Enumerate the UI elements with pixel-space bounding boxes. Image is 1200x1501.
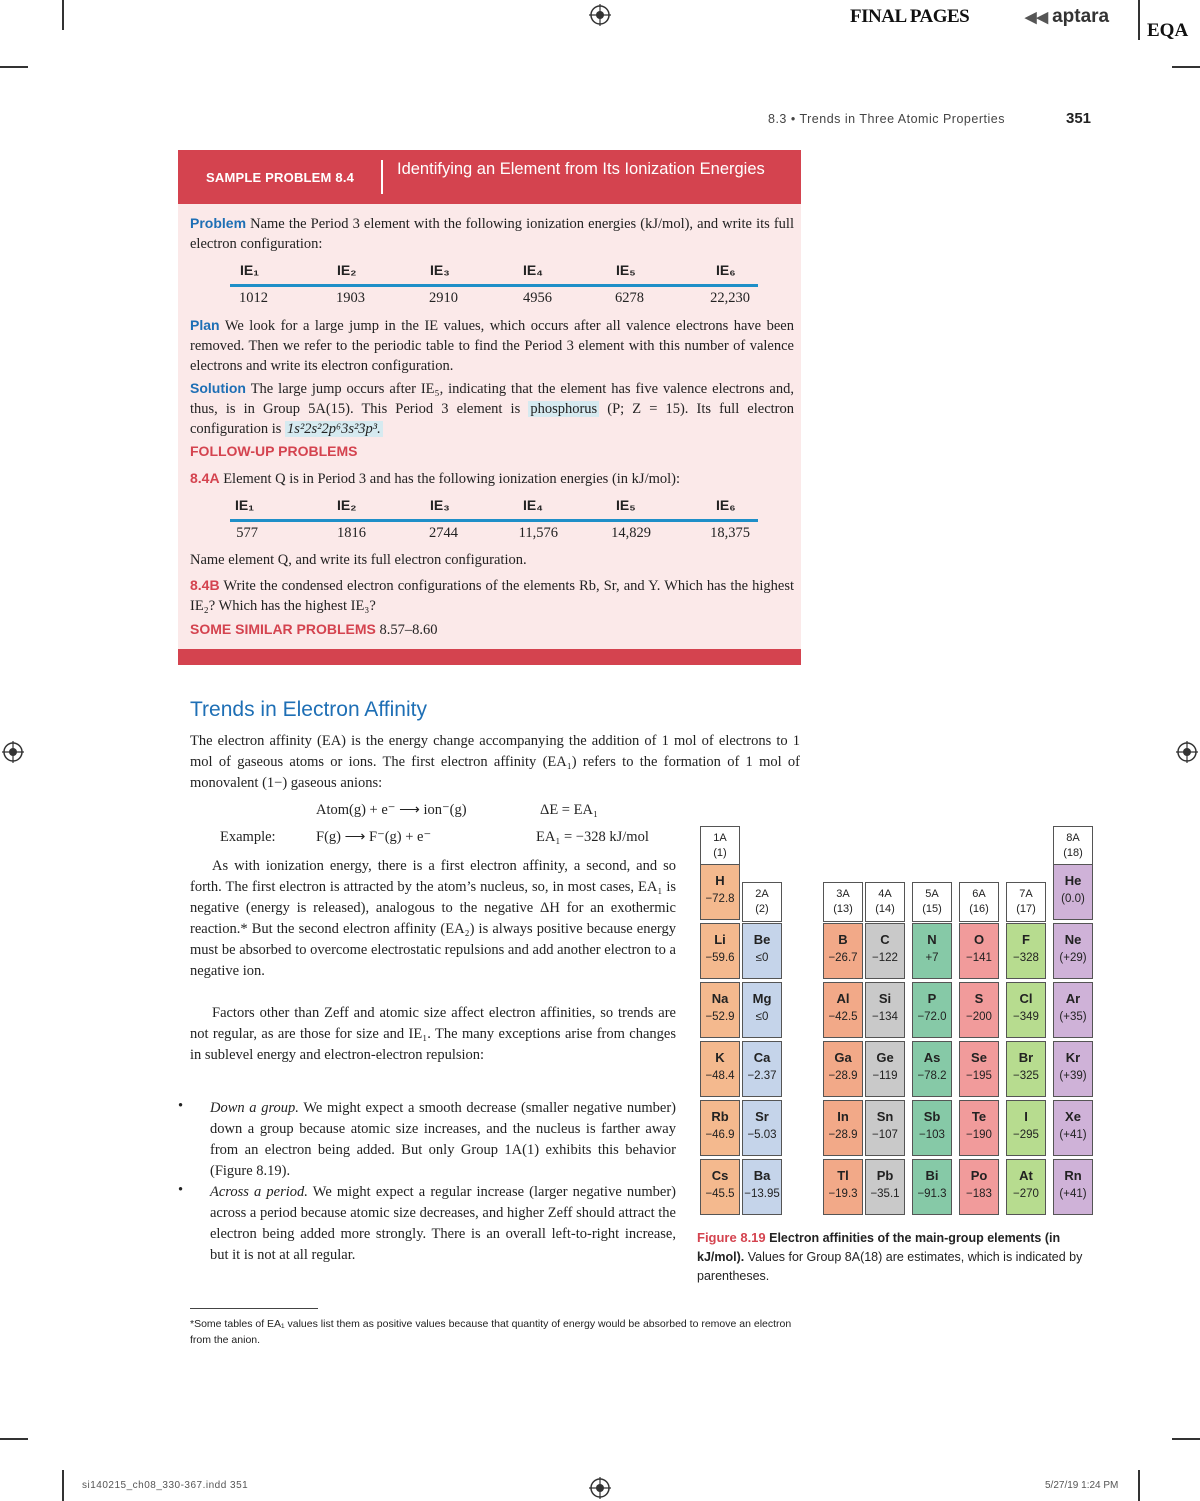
ie-header-cell: IE₄ <box>523 262 543 278</box>
electron-affinity-value: −2.37 <box>747 1070 777 1082</box>
electron-affinity-value: −122 <box>872 952 898 964</box>
element-cell <box>1006 1041 1046 1097</box>
ie-value-cell: 577 <box>236 525 258 541</box>
electron-affinity-value: −5.03 <box>747 1129 777 1141</box>
element-symbol: Al <box>836 991 850 1006</box>
electron-affinity-value: −42.5 <box>828 1011 858 1023</box>
element-cell <box>959 1041 999 1097</box>
similar-problems-lead: SOME SIMILAR PROBLEMS <box>190 621 376 637</box>
followup-b-text: Write the condensed electron configurations of the elements Rb, Sr, and Y. Which has the highest IE₂? Which has the highest IE₃? <box>190 578 794 614</box>
element-cell <box>742 923 782 979</box>
solution-answer-configuration: 1s²2s²2p⁶3s²3p³. <box>287 421 381 437</box>
element-symbol: Sb <box>923 1109 941 1124</box>
followup-a-text-2: Name element Q, and write its full electron configuration. <box>190 552 527 568</box>
group-name: 2A <box>755 888 769 900</box>
element-cell <box>1053 923 1093 979</box>
crop-mark <box>1172 66 1200 68</box>
element-cell <box>700 864 740 920</box>
figure-caption <box>697 1228 1087 1286</box>
element-cell <box>700 1041 740 1097</box>
problem-paragraph <box>190 213 794 254</box>
element-cell <box>912 923 952 979</box>
ie-value-cell: 1012 <box>239 290 268 306</box>
element-cell <box>823 1100 863 1156</box>
element-cell <box>1006 982 1046 1038</box>
element-cell <box>959 1100 999 1156</box>
electron-affinity-value: −328 <box>1013 952 1039 964</box>
bullet-across-period-lead: Across a period. <box>210 1184 308 1200</box>
ie-table-2-header <box>230 497 758 517</box>
element-cell <box>912 1041 952 1097</box>
element-cell <box>823 1159 863 1215</box>
element-symbol: Br <box>1018 1050 1034 1065</box>
header-divider <box>381 160 383 194</box>
electron-affinity-value: −13.95 <box>744 1188 780 1200</box>
aptara-arrows-icon: ◀◀ <box>1025 9 1049 26</box>
element-cell <box>700 982 740 1038</box>
electron-affinity-value: −26.7 <box>828 952 858 964</box>
followup-a-paragraph-2 <box>190 550 794 570</box>
figure-caption-bold: Electron affinities of the main-group elements (in kJ/mol). <box>697 1231 1061 1264</box>
footnote: *Some tables of EA₁ values list them as positive values because that quantity of energy would be absorbed to remove an electron from the anion. <box>190 1318 792 1346</box>
aptara-logo <box>1025 6 1109 28</box>
ie-value-cell: 2910 <box>429 290 458 306</box>
element-cell <box>742 982 782 1038</box>
ie-table-1-header <box>230 262 758 282</box>
element-cell <box>742 1100 782 1156</box>
element-symbol: Mg <box>752 991 772 1006</box>
ie-table-rule <box>230 519 758 522</box>
group-header <box>959 882 999 922</box>
group-header <box>912 882 952 922</box>
ie-table-rule <box>230 284 758 287</box>
ie-value-cell: 22,230 <box>710 290 750 306</box>
element-symbol: Rb <box>711 1109 729 1124</box>
group-number: (1) <box>713 847 727 859</box>
final-pages-label: FINAL PAGES <box>850 6 970 27</box>
electron-affinity-value: +7 <box>925 952 939 964</box>
group-number: (17) <box>1016 903 1036 915</box>
electron-affinity-value: −78.2 <box>917 1070 947 1082</box>
aptara-text: aptara <box>1052 6 1110 27</box>
electron-affinity-value: −91.3 <box>917 1188 947 1200</box>
element-symbol: K <box>715 1050 725 1065</box>
bullet-across-period <box>210 1182 676 1266</box>
group-number: (16) <box>969 903 989 915</box>
ie-value-cell: 1816 <box>337 525 366 541</box>
group-name: 7A <box>1019 888 1033 900</box>
electron-affinity-value: −103 <box>919 1129 945 1141</box>
ie-header-cell: IE₅ <box>616 497 636 513</box>
element-cell <box>1053 1159 1093 1215</box>
electron-affinity-value: −200 <box>966 1011 992 1023</box>
ie-value-cell: 6278 <box>615 290 644 306</box>
electron-affinity-value: (+41) <box>1059 1188 1087 1200</box>
registration-mark-icon <box>1176 741 1198 763</box>
followup-a-paragraph <box>190 468 794 489</box>
solution-lead: Solution <box>190 380 246 396</box>
element-cell <box>742 1159 782 1215</box>
section-title: Trends in Electron Affinity <box>190 698 427 721</box>
element-cell <box>700 923 740 979</box>
group-name: 3A <box>836 888 850 900</box>
electron-affinity-value: ≤0 <box>755 952 769 964</box>
plan-text: We look for a large jump in the IE values, which occurs after all valence electrons have been removed. Then we refer to the periodic table to find the Period 3 element with this number of valence electrons and write its electron configuration. <box>190 318 794 374</box>
group-name: 6A <box>972 888 986 900</box>
electron-affinity-value: −195 <box>966 1070 992 1082</box>
ie-value-cell: 14,829 <box>611 525 651 541</box>
element-cell <box>959 923 999 979</box>
sample-problem-label: SAMPLE PROBLEM 8.4 <box>206 170 355 185</box>
element-symbol: Te <box>971 1109 987 1124</box>
element-symbol: Ge <box>876 1050 894 1065</box>
element-cell <box>1053 1100 1093 1156</box>
element-cell <box>959 982 999 1038</box>
electron-affinity-value: −141 <box>966 952 992 964</box>
running-head: 8.3 • Trends in Three Atomic Properties <box>768 112 1005 126</box>
bullet-across-period-text: We might expect a regular increase (larger negative number) across a period because atomic size decreases, and higher Zeff should attract the electron being added more strongly. There is an overall left-to-right increase, but it is not at all regular. <box>210 1184 677 1263</box>
eqa-label: EQA <box>1147 20 1189 41</box>
similar-problems-paragraph <box>190 619 794 640</box>
equation-general-right: ΔE = EA₁ <box>540 802 598 818</box>
ie-header-cell: IE₆ <box>716 262 736 278</box>
electron-affinity-value: −270 <box>1013 1188 1039 1200</box>
element-symbol: O <box>973 932 985 947</box>
bullet-icon: • <box>178 1098 184 1114</box>
element-symbol: I <box>1024 1109 1028 1124</box>
equation-example-right: EA₁ = −328 kJ/mol <box>536 829 649 845</box>
bullet-down-group-lead: Down a group. <box>210 1100 299 1116</box>
element-cell <box>1053 982 1093 1038</box>
element-symbol: Tl <box>837 1168 849 1183</box>
element-cell <box>742 1041 782 1097</box>
ie-table-1-values <box>230 290 758 310</box>
element-symbol: Rn <box>1064 1168 1082 1183</box>
element-symbol: Ca <box>753 1050 771 1065</box>
registration-mark-icon <box>2 741 24 763</box>
ie-header-cell: IE₆ <box>716 497 736 513</box>
crop-mark <box>1138 0 1140 40</box>
group-number: (18) <box>1063 847 1083 859</box>
element-cell <box>1006 1100 1046 1156</box>
element-symbol: Se <box>971 1050 987 1065</box>
followup-title: FOLLOW-UP PROBLEMS <box>190 443 358 459</box>
electron-affinity-value: −325 <box>1013 1070 1039 1082</box>
slug-timestamp: 5/27/19 1:24 PM <box>1045 1480 1119 1491</box>
element-cell <box>823 1041 863 1097</box>
element-symbol: As <box>923 1050 941 1065</box>
ie-header-cell: IE₁ <box>235 497 255 513</box>
followup-a-text: Element Q is in Period 3 and has the following ionization energies (in kJ/mol): <box>223 471 681 487</box>
ie-header-cell: IE₂ <box>337 497 357 513</box>
element-symbol: Kr <box>1065 1050 1081 1065</box>
element-cell <box>865 1159 905 1215</box>
electron-affinity-value: −59.6 <box>705 952 735 964</box>
electron-affinity-value: −349 <box>1013 1011 1039 1023</box>
element-symbol: S <box>974 991 984 1006</box>
element-symbol: Ba <box>753 1168 771 1183</box>
element-cell <box>912 1100 952 1156</box>
electron-affinity-value: −183 <box>966 1188 992 1200</box>
solution-text-1: The large jump occurs after IE₅, indicating that the element has five valence electrons and, thus, is in Group 5A(15). This Period 3 element is <box>190 381 794 417</box>
element-symbol: Cs <box>711 1168 729 1183</box>
intro-paragraph: The electron affinity (EA) is the energy change accompanying the addition of 1 mol of electrons to 1 mol of gaseous atoms or ions. The first electron affinity (EA₁) refers to the formation of 1 mol of monovalent (1−) gaseous anions: <box>190 733 800 791</box>
problem-lead: Problem <box>190 215 247 231</box>
element-symbol: Si <box>878 991 892 1006</box>
ie-value-cell: 11,576 <box>518 525 558 541</box>
electron-affinity-value: −107 <box>872 1129 898 1141</box>
group-header <box>1053 826 1093 866</box>
element-symbol: Sn <box>876 1109 894 1124</box>
bullet-icon: • <box>178 1182 184 1198</box>
element-symbol: Po <box>970 1168 988 1183</box>
ie-value-cell: 4956 <box>523 290 552 306</box>
element-cell <box>865 982 905 1038</box>
element-cell <box>912 982 952 1038</box>
electron-affinity-value: (0.0) <box>1061 893 1085 905</box>
electron-affinity-value: −52.9 <box>705 1011 735 1023</box>
element-symbol: Cl <box>1019 991 1033 1006</box>
ie-header-cell: IE₅ <box>616 262 636 278</box>
plan-lead: Plan <box>190 317 220 333</box>
group-header <box>700 826 740 866</box>
equation-general-left: Atom(g) + e⁻ ⟶ ion⁻(g) <box>316 802 467 818</box>
solution-answer-element: phosphorus <box>530 401 598 417</box>
group-number: (15) <box>922 903 942 915</box>
group-header <box>1006 882 1046 922</box>
solution-text-2: (P; Z = 15). Its full electron configuration is <box>190 401 795 437</box>
element-cell <box>1053 864 1093 920</box>
electron-affinity-value: −35.1 <box>870 1188 900 1200</box>
electron-affinity-value: −45.5 <box>705 1188 735 1200</box>
electron-affinity-value: −134 <box>872 1011 898 1023</box>
group-name: 4A <box>878 888 892 900</box>
element-symbol: Ga <box>834 1050 852 1065</box>
footnote-rule <box>190 1308 318 1309</box>
ie-header-cell: IE₂ <box>337 262 357 278</box>
sample-problem-title: Identifying an Element from Its Ionization Energies <box>397 160 765 178</box>
bullet-down-group <box>210 1098 676 1182</box>
sample-problem-header <box>178 150 801 204</box>
crop-mark <box>1138 1470 1140 1501</box>
ie-header-cell: IE₃ <box>430 262 450 278</box>
equation-example-left: F(g) ⟶ F⁻(g) + e⁻ <box>316 829 432 845</box>
element-cell <box>912 1159 952 1215</box>
crop-mark <box>0 1438 28 1440</box>
similar-problems-text: 8.57–8.60 <box>379 622 438 638</box>
group-header <box>823 882 863 922</box>
electron-affinity-value: −119 <box>872 1070 898 1082</box>
followup-a-lead: 8.4A <box>190 470 220 486</box>
group-name: 8A <box>1066 832 1080 844</box>
body-paragraph-1: As with ionization energy, there is a first electron affinity, a second, and so forth. The first electron is attracted by the atom’s nucleus, so, in most cases, EA₁ is negative (energy is released), analogous to the negative ΔH for an exothermic reaction.* But the second electron affinity (EA₂) is always positive because energy must be absorbed to overcome electrostatic repulsions and add another electron to a negative ion. <box>190 858 676 979</box>
element-symbol: Na <box>711 991 729 1006</box>
page-number: 351 <box>1066 110 1092 127</box>
group-number: (2) <box>755 903 769 915</box>
element-cell <box>959 1159 999 1215</box>
crop-mark <box>62 0 64 30</box>
element-cell <box>823 923 863 979</box>
element-symbol: Ne <box>1064 932 1082 947</box>
group-number: (13) <box>833 903 853 915</box>
group-header <box>865 882 905 922</box>
electron-affinity-value: ≤0 <box>755 1011 769 1023</box>
electron-affinity-value: (+41) <box>1059 1129 1087 1141</box>
element-symbol: He <box>1064 873 1082 888</box>
slug-file-info: si140215_ch08_330-367.indd 351 <box>82 1480 249 1491</box>
element-cell <box>1006 923 1046 979</box>
element-symbol: B <box>838 932 848 947</box>
registration-mark-icon <box>589 1477 611 1499</box>
ie-value-cell: 1903 <box>336 290 365 306</box>
element-symbol: C <box>880 932 890 947</box>
element-symbol: At <box>1019 1168 1033 1183</box>
element-symbol: Sr <box>755 1109 769 1124</box>
element-symbol: Bi <box>925 1168 939 1183</box>
electron-affinity-value: −72.8 <box>705 893 735 905</box>
electron-affinity-value: −190 <box>966 1129 992 1141</box>
element-cell <box>823 982 863 1038</box>
element-symbol: H <box>715 873 725 888</box>
element-symbol: In <box>837 1109 849 1124</box>
electron-affinity-value: −28.9 <box>828 1129 858 1141</box>
solution-paragraph <box>190 378 794 439</box>
body-paragraph-2: Factors other than Zeff and atomic size affect electron affinities, so trends are not regular, as are those for size and IE₁. The many exceptions arise from changes in sublevel energy and electron-electron repulsion: <box>190 1005 676 1063</box>
group-name: 5A <box>925 888 939 900</box>
element-cell <box>865 1041 905 1097</box>
element-cell <box>1053 1041 1093 1097</box>
electron-affinity-value: −28.9 <box>828 1070 858 1082</box>
electron-affinity-value: −46.9 <box>705 1129 735 1141</box>
crop-mark <box>0 66 28 68</box>
crop-mark <box>1172 1438 1200 1440</box>
electron-affinity-value: −295 <box>1013 1129 1039 1141</box>
ie-header-cell: IE₃ <box>430 497 450 513</box>
problem-text: Name the Period 3 element with the following ionization energies (kJ/mol), and write its full electron configuration: <box>190 216 794 252</box>
element-cell <box>865 1100 905 1156</box>
element-symbol: F <box>1022 932 1030 947</box>
figure-caption-text: Values for Group 8A(18) are estimates, which is indicated by parentheses. <box>697 1250 1083 1283</box>
electron-affinity-value: (+35) <box>1059 1011 1087 1023</box>
plan-paragraph <box>190 315 794 376</box>
bullet-down-group-text: We might expect a smooth decrease (smaller negative number) down a group because atomic size increases, and the nucleus is farther away from an electron being added. But only Group 1A(1) exhibits this behavior (Figure 8.19). <box>210 1100 676 1179</box>
crop-mark <box>62 1470 64 1501</box>
sample-problem-bottom-bar <box>178 649 801 665</box>
electron-affinity-value: −19.3 <box>828 1188 858 1200</box>
group-number: (14) <box>875 903 895 915</box>
ie-header-cell: IE₄ <box>523 497 543 513</box>
electron-affinity-value: (+39) <box>1059 1070 1087 1082</box>
registration-mark-icon <box>589 4 611 26</box>
element-cell <box>700 1100 740 1156</box>
element-symbol: N <box>927 932 937 947</box>
followup-b-lead: 8.4B <box>190 577 220 593</box>
ie-table-2-values <box>230 525 758 545</box>
ie-value-cell: 2744 <box>429 525 458 541</box>
followup-b-paragraph <box>190 575 794 616</box>
electron-affinity-value: −48.4 <box>705 1070 735 1082</box>
ie-header-cell: IE₁ <box>240 262 260 278</box>
equation-example-label: Example: <box>220 829 276 845</box>
element-symbol: P <box>927 991 937 1006</box>
element-cell <box>700 1159 740 1215</box>
group-name: 1A <box>713 832 727 844</box>
element-symbol: Xe <box>1065 1109 1081 1124</box>
element-symbol: Li <box>714 932 726 947</box>
element-symbol: Be <box>753 932 771 947</box>
element-cell <box>865 923 905 979</box>
ie-value-cell: 18,375 <box>710 525 750 541</box>
element-cell <box>1006 1159 1046 1215</box>
electron-affinity-value: (+29) <box>1059 952 1087 964</box>
element-symbol: Ar <box>1065 991 1081 1006</box>
element-symbol: Pb <box>876 1168 894 1183</box>
figure-label: Figure 8.19 <box>697 1230 766 1245</box>
group-header <box>742 882 782 922</box>
electron-affinity-value: −72.0 <box>917 1011 947 1023</box>
